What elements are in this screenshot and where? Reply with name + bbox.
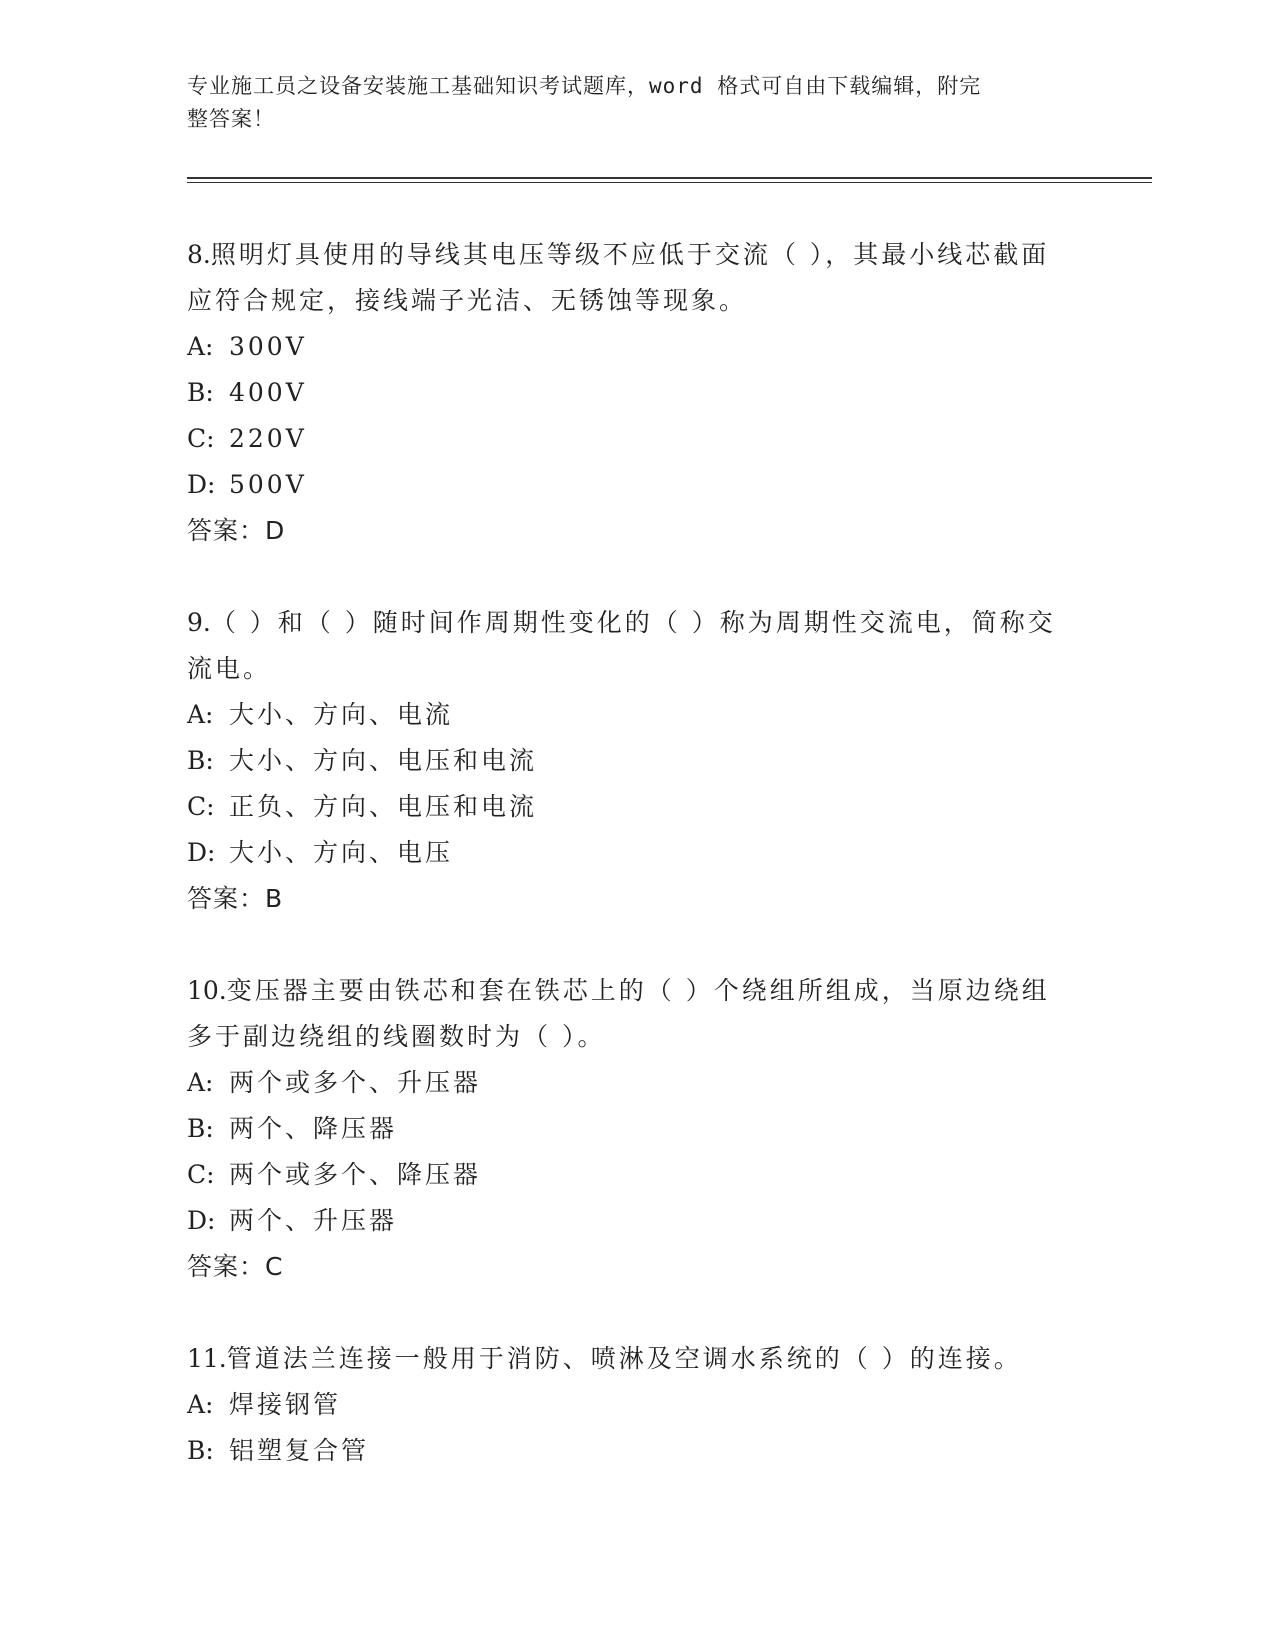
option-letter: A: <box>187 1068 214 1097</box>
option-d <box>187 462 1077 508</box>
option-text: 正负、方向、电压和电流 <box>229 792 538 821</box>
option-text: 500V <box>229 470 307 499</box>
option-c <box>187 1152 1077 1198</box>
option-b <box>187 370 1077 416</box>
answer-line: 答案：C <box>187 1252 284 1281</box>
option-text: 400V <box>229 378 307 407</box>
option-text: 两个或多个、升压器 <box>229 1068 482 1097</box>
option-a <box>187 1060 1077 1106</box>
question-text <box>187 232 1077 324</box>
question-text <box>187 968 1077 1060</box>
option-text: 焊接钢管 <box>229 1390 342 1419</box>
option-letter: D: <box>187 470 216 499</box>
option-d <box>187 830 1077 876</box>
option-letter: A: <box>187 332 214 361</box>
question-stem: 照明灯具使用的导线其电压等级不应低于交流（ ），其最小线芯截面应符合规定，接线端子光洁、无锈蚀等现象。 <box>187 240 1050 315</box>
option-a <box>187 1382 1077 1428</box>
option-text: 铝塑复合管 <box>229 1436 370 1465</box>
option-letter: D: <box>187 838 216 867</box>
option-b <box>187 1428 1077 1474</box>
option-a <box>187 692 1077 738</box>
option-text: 300V <box>229 332 307 361</box>
header-divider-thick <box>187 177 1152 179</box>
question-10 <box>187 968 1077 1290</box>
option-text: 大小、方向、电压和电流 <box>229 746 538 775</box>
option-letter: C: <box>187 1160 215 1189</box>
question-number: 9. <box>187 608 211 637</box>
header-line-1: 专业施工员之设备安装施工基础知识考试题库，word 格式可自由下载编辑，附完 <box>187 74 982 98</box>
question-stem: 管道法兰连接一般用于消防、喷淋及空调水系统的（ ）的连接。 <box>226 1344 1022 1373</box>
option-a <box>187 324 1077 370</box>
option-text: 220V <box>229 424 307 453</box>
option-letter: A: <box>187 700 214 729</box>
option-b <box>187 738 1077 784</box>
question-9 <box>187 600 1077 922</box>
option-letter: D: <box>187 1206 216 1235</box>
header-line-2: 整答案！ <box>187 107 275 131</box>
question-text <box>187 600 1077 692</box>
option-letter: A: <box>187 1390 214 1419</box>
option-c <box>187 784 1077 830</box>
question-8 <box>187 232 1077 554</box>
option-text: 大小、方向、电压 <box>229 838 454 867</box>
option-text: 两个、升压器 <box>229 1206 398 1235</box>
option-letter: B: <box>187 1436 214 1465</box>
option-letter: C: <box>187 792 215 821</box>
option-d <box>187 1198 1077 1244</box>
answer-line: 答案：D <box>187 516 286 545</box>
option-c <box>187 416 1077 462</box>
option-letter: B: <box>187 378 214 407</box>
question-list <box>187 232 1077 1520</box>
option-letter: C: <box>187 424 215 453</box>
question-11 <box>187 1336 1077 1474</box>
option-b <box>187 1106 1077 1152</box>
question-number: 11. <box>187 1344 227 1373</box>
question-text <box>187 1336 1077 1382</box>
question-stem: 变压器主要由铁芯和套在铁芯上的（ ）个绕组所组成，当原边绕组多于副边绕组的线圈数时为（ ）。 <box>187 976 1050 1051</box>
option-letter: B: <box>187 746 214 775</box>
question-number: 8. <box>187 240 211 269</box>
option-text: 大小、方向、电流 <box>229 700 454 729</box>
question-number: 10. <box>187 976 227 1005</box>
option-text: 两个或多个、降压器 <box>229 1160 482 1189</box>
answer-line: 答案：B <box>187 884 284 913</box>
option-text: 两个、降压器 <box>229 1114 398 1143</box>
question-stem: （ ）和（ ）随时间作周期性变化的（ ）称为周期性交流电，简称交流电。 <box>187 608 1056 683</box>
option-letter: B: <box>187 1114 214 1143</box>
document-header <box>187 70 1067 136</box>
header-divider-thin <box>187 182 1152 183</box>
